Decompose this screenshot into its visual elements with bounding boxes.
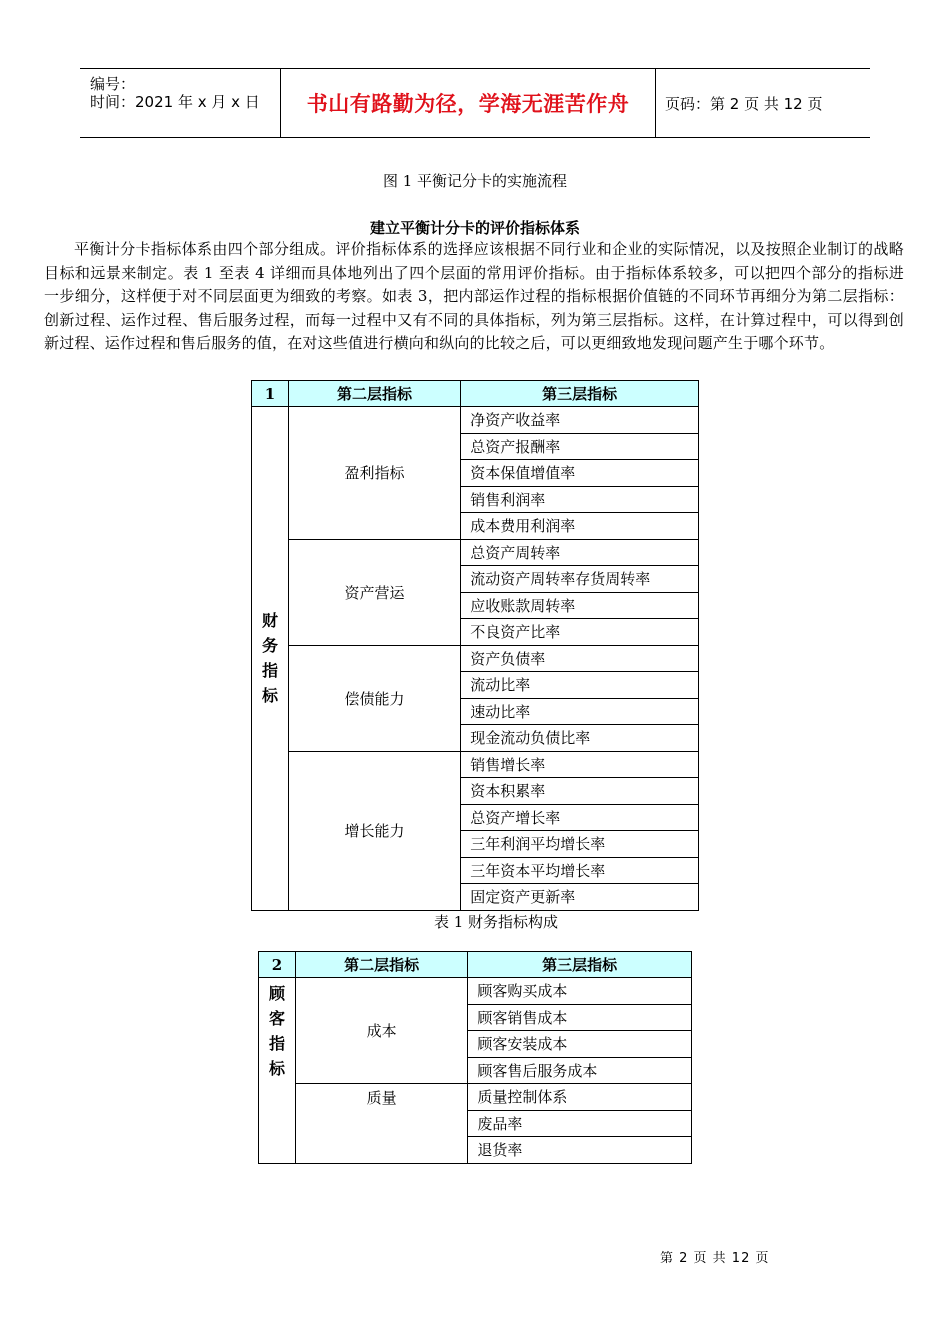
level3-indicator: 速动比率 — [461, 698, 699, 725]
level3-indicator: 净资产收益率 — [461, 407, 699, 434]
level3-indicator: 顾客售后服务成本 — [468, 1057, 692, 1084]
vertical-label-char: 指 — [261, 661, 278, 681]
level3-indicator: 三年利润平均增长率 — [461, 831, 699, 858]
level2-indicator: 质量 — [295, 1084, 467, 1164]
page-footer: 第 2 页 共 12 页 — [660, 1251, 770, 1266]
header-meta — [80, 69, 280, 137]
level3-indicator: 流动资产周转率存货周转率 — [461, 566, 699, 593]
col-header-level2: 第二层指标 — [295, 952, 467, 978]
vertical-label-char: 指 — [268, 1034, 285, 1053]
level2-indicator: 资产营运 — [288, 539, 460, 645]
table-row — [252, 645, 699, 672]
col-header-level3: 第三层指标 — [461, 381, 699, 407]
vertical-label — [252, 608, 288, 708]
figure-caption: 图 1 平衡记分卡的实施流程 — [382, 172, 568, 190]
level3-indicator: 固定资产更新率 — [461, 884, 699, 911]
body-paragraph: 平衡计分卡指标体系由四个部分组成。评价指标体系的选择应该根据不同行业和企业的实际情况，以及按照企业制订的战略目标和远景来制定。表 1 至表 4 详细而具体地列出了四个层面的常用评价指标。由于指标体系较多，可以把四个部分的指标进一步细分，这样便于对不同层面更为细致的考察。如表 3，把内部运作过程的指标根据价值链的不同环节再细分为第二层指标：创新过程、运作过程、售后服务过程，而每一过程中又有不同的具体指标，列为第三层指标。这样，在计算过程中，可以得到创新过程、运作过程和售后服务的值，在对这些值进行横向和纵向的比较之后，可以更细致地发现问题产生于哪个环节。 — [44, 240, 904, 352]
level3-indicator: 顾客购买成本 — [468, 978, 692, 1005]
level3-indicator: 总资产报酬率 — [461, 433, 699, 460]
level3-indicator: 废品率 — [468, 1110, 692, 1137]
level3-indicator: 销售利润率 — [461, 486, 699, 513]
vertical-label-char: 标 — [268, 1059, 285, 1078]
table-header-row — [259, 952, 692, 978]
level3-indicator: 质量控制体系 — [468, 1084, 692, 1111]
vertical-label-char: 务 — [261, 636, 278, 656]
level3-indicator: 退货率 — [468, 1137, 692, 1164]
doc-number-label: 编号： — [90, 75, 136, 93]
level3-indicator: 成本费用利润率 — [461, 513, 699, 540]
level3-indicator: 销售增长率 — [461, 751, 699, 778]
col-header-level3: 第三层指标 — [468, 952, 692, 978]
vertical-label-char: 客 — [268, 1009, 285, 1028]
level3-indicator: 应收账款周转率 — [461, 592, 699, 619]
financial-indicators-table — [251, 380, 699, 911]
level3-indicator: 三年资本平均增长率 — [461, 857, 699, 884]
level3-indicator: 不良资产比率 — [461, 619, 699, 646]
level3-indicator: 流动比率 — [461, 672, 699, 699]
table-row — [252, 539, 699, 566]
customer-indicators-table — [258, 951, 692, 1164]
table1-caption: 表 1 财务指标构成 — [433, 913, 559, 931]
level1-indicator — [252, 407, 289, 911]
table-row — [259, 1084, 692, 1111]
level2-indicator: 增长能力 — [288, 751, 460, 910]
level3-indicator: 总资产增长率 — [461, 804, 699, 831]
level2-indicator: 成本 — [295, 978, 467, 1084]
level3-indicator: 资本积累率 — [461, 778, 699, 805]
level2-indicator: 偿债能力 — [288, 645, 460, 751]
level3-indicator: 现金流动负债比率 — [461, 725, 699, 752]
doc-date-label: 时间：2021 年 x 月 x 日 — [90, 93, 260, 111]
level3-indicator: 资产负债率 — [461, 645, 699, 672]
vertical-label-char: 财 — [261, 611, 278, 631]
table-row — [259, 978, 692, 1005]
level1-indicator — [259, 978, 296, 1164]
vertical-label-char: 标 — [261, 686, 278, 706]
table-row — [252, 751, 699, 778]
level2-indicator: 盈利指标 — [288, 407, 460, 540]
level3-indicator: 顾客销售成本 — [468, 1004, 692, 1031]
table-header-row — [252, 381, 699, 407]
level3-indicator: 资本保值增值率 — [461, 460, 699, 487]
table-row — [252, 407, 699, 434]
vertical-label — [259, 981, 295, 1081]
header-motto: 书山有路勤为径，学海无涯苦作舟 — [280, 69, 656, 137]
section-title: 建立平衡计分卡的评价指标体系 — [369, 219, 580, 237]
vertical-label-char: 顾 — [268, 984, 285, 1003]
level3-indicator: 顾客安装成本 — [468, 1031, 692, 1058]
table-number: 2 — [259, 952, 296, 978]
header-page-info: 页码：第 2 页 共 12 页 — [665, 94, 823, 113]
level3-indicator: 总资产周转率 — [461, 539, 699, 566]
page-header — [80, 68, 870, 138]
table-number: 1 — [252, 381, 289, 407]
col-header-level2: 第二层指标 — [288, 381, 460, 407]
